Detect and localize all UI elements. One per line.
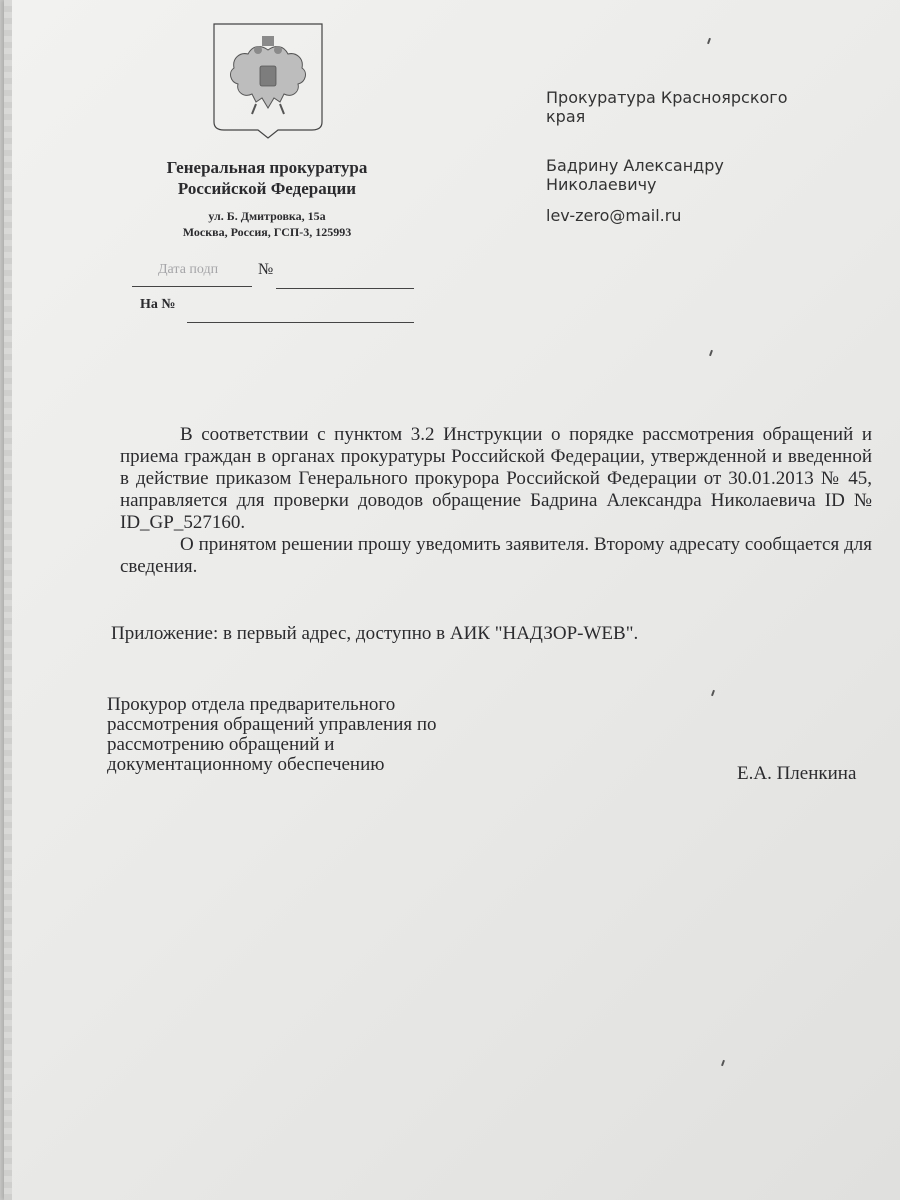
sender-address-line1: ул. Б. Дмитровка, 15а — [208, 209, 326, 223]
scan-speck — [707, 38, 711, 44]
recipient-person — [546, 156, 724, 194]
scan-speck — [709, 350, 713, 356]
number-underline — [276, 288, 414, 289]
reply-number-label: На № — [140, 297, 176, 312]
date-underline — [132, 286, 252, 287]
reply-number-underline — [187, 322, 414, 323]
page-edge — [4, 0, 12, 1200]
recipient-line: края — [546, 107, 586, 126]
recipient-email-text: lev-zero@mail.ru — [546, 206, 682, 225]
sender-org-line2: Российской Федерации — [177, 179, 357, 198]
scan-speck — [721, 1060, 725, 1066]
recipient-line: Николаевичу — [546, 175, 657, 194]
sender-org-line1: Генеральная прокуратура — [166, 158, 368, 177]
sender-address — [122, 208, 412, 240]
signer-title-line: рассмотрению обращений и — [107, 734, 335, 755]
recipient-prosecutor-office — [546, 88, 788, 126]
recipient-line: Бадрину Александру — [546, 156, 724, 175]
signer-title-line: Прокурор отдела предварительного — [107, 694, 396, 715]
recipient-line: Прокуратура Красноярского — [546, 88, 788, 107]
letter-body — [120, 424, 872, 578]
attachment-note: Приложение: в первый адрес, доступно в АИК "НАДЗОР-WEB". — [111, 623, 639, 644]
date-field-placeholder: Дата подп — [158, 262, 219, 277]
signer-title-line: рассмотрения обращений управления по — [107, 714, 437, 735]
document-page — [4, 0, 900, 1200]
scan-speck — [711, 690, 715, 696]
number-label: № — [258, 261, 274, 278]
sender-address-line2: Москва, Россия, ГСП-3, 125993 — [182, 225, 352, 239]
russian-coat-of-arms-icon — [212, 22, 324, 140]
sender-org-name — [122, 157, 412, 199]
signer-title-line: документационному обеспечению — [107, 754, 385, 775]
signer-name: Е.А. Пленкина — [737, 763, 857, 784]
body-paragraph-2: О принятом решении прошу уведомить заявителя. Второму адресату сообщается для сведения. — [120, 534, 872, 577]
recipient-email — [546, 206, 681, 225]
body-paragraph-1: В соответствии с пунктом 3.2 Инструкции о порядке рассмотрения обращений и приема граждан в органах прокуратуры Российской Федерации, утвержденной и введенной в действие приказом Генерального прокурора Российской Федерации от 30.01.2013 № 45, направляется для проверки доводов обращение Бадрина Александра Николаевича ID № ID_GP_527160. — [120, 424, 872, 533]
signer-title — [107, 695, 437, 775]
